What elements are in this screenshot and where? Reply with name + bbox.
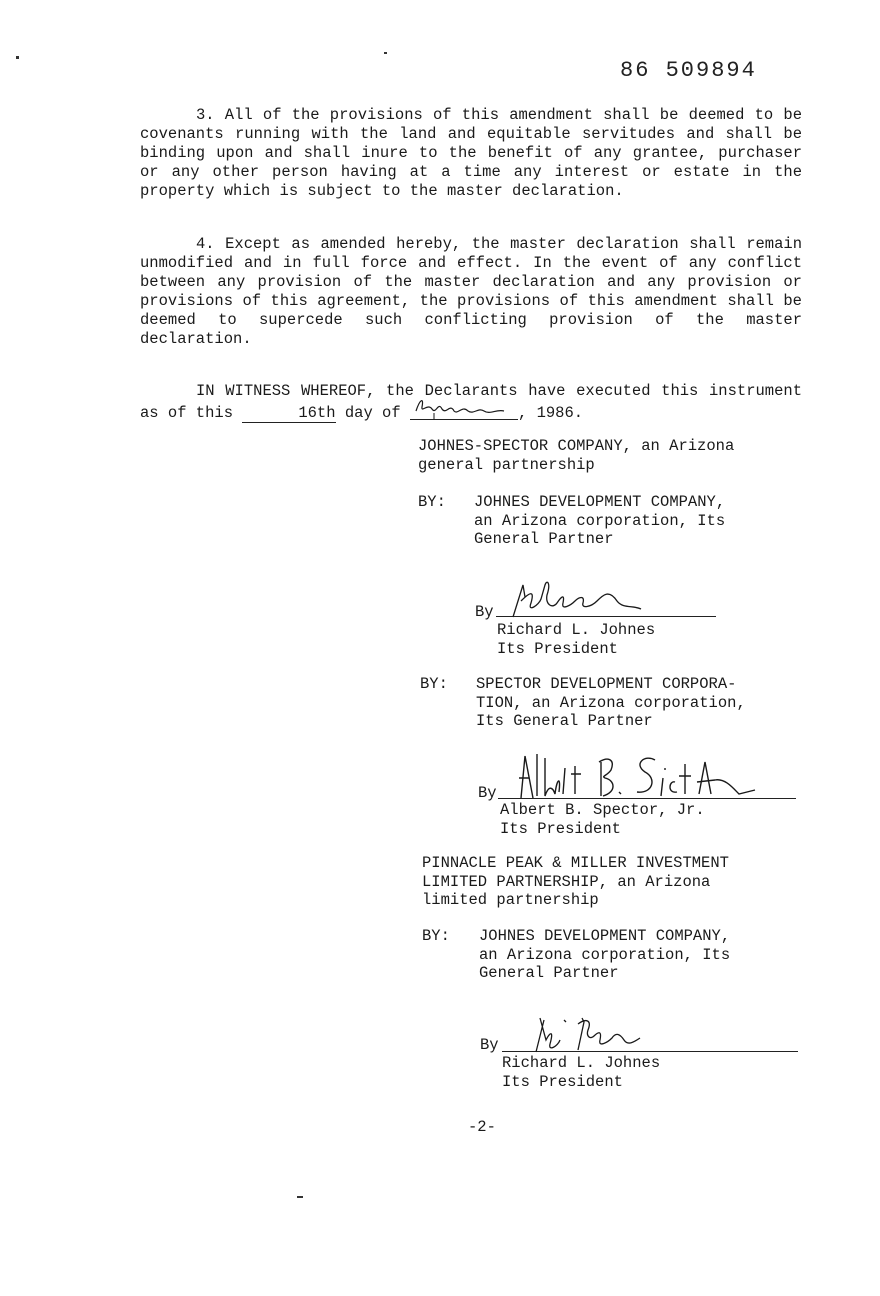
party-1-by-label: BY:: [418, 493, 446, 511]
party-1-name: JOHNES-SPECTOR COMPANY, an Arizona general partnership: [418, 437, 735, 474]
signer-title: Its President: [502, 1072, 623, 1091]
party-1-by-label-b: BY:: [420, 675, 448, 693]
witness-year: , 1986.: [517, 404, 584, 422]
page-number: -2-: [468, 1118, 496, 1136]
witness-text: IN WITNESS WHEREOF, the Declarants have executed this instrument as of this: [140, 382, 802, 422]
document-number: 86 509894: [620, 58, 757, 83]
party-1-partner-b: SPECTOR DEVELOPMENT CORPORA- TION, an Arizona corporation, Its General Partner: [476, 675, 746, 730]
signature-richard-johnes-1: [505, 575, 655, 625]
signer-3: [502, 1054, 660, 1091]
signer-2: [500, 801, 705, 838]
witness-day-of: day of: [335, 404, 410, 422]
signature-by-label: By: [480, 1036, 499, 1054]
signature-richard-johnes-2: [520, 1010, 660, 1060]
party-2-name: PINNACLE PEAK & MILLER INVESTMENT LIMITED PARTNERSHIP, an Arizona limited partnership: [422, 854, 729, 909]
signature-by-label: By: [478, 784, 497, 802]
scan-speck: [297, 1196, 303, 1198]
party-1-partner-a: JOHNES DEVELOPMENT COMPANY, an Arizona corporation, Its General Partner: [474, 493, 726, 548]
party-2-partner: JOHNES DEVELOPMENT COMPANY, an Arizona corporation, Its General Partner: [479, 927, 731, 982]
signer-name: Richard L. Johnes: [502, 1054, 661, 1072]
witness-clause: [140, 382, 802, 423]
signature-by-label: By: [475, 603, 494, 621]
signer-title: Its President: [500, 819, 621, 838]
signature-albert-spector: [515, 748, 775, 808]
witness-month-handwritten: [410, 401, 518, 420]
witness-day: 16th: [242, 405, 335, 423]
paragraph-3: 3. All of the provisions of this amendment shall be deemed to be covenants running with the land and equitable servitudes and shall be binding upon and shall inure to the benefit of any grantee, purchaser or any other person having at a time any interest or estate in the property which is subject to the master declaration.: [140, 106, 802, 200]
scan-speck: [384, 52, 387, 54]
scan-speck: [16, 56, 19, 59]
party-2-by-label: BY:: [422, 927, 450, 945]
signer-1: [497, 621, 655, 658]
signer-name: Richard L. Johnes: [497, 621, 656, 639]
signer-name: Albert B. Spector, Jr.: [500, 801, 705, 819]
paragraph-4: 4. Except as amended hereby, the master declaration shall remain unmodified and in full force and effect. In the event of any conflict between any provision of the master declaration and any provision or provisions of this agreement, the provisions of this amendment shall be deemed to supercede such conflicting provision of the master declaration.: [140, 235, 802, 348]
signer-title: Its President: [497, 639, 618, 658]
